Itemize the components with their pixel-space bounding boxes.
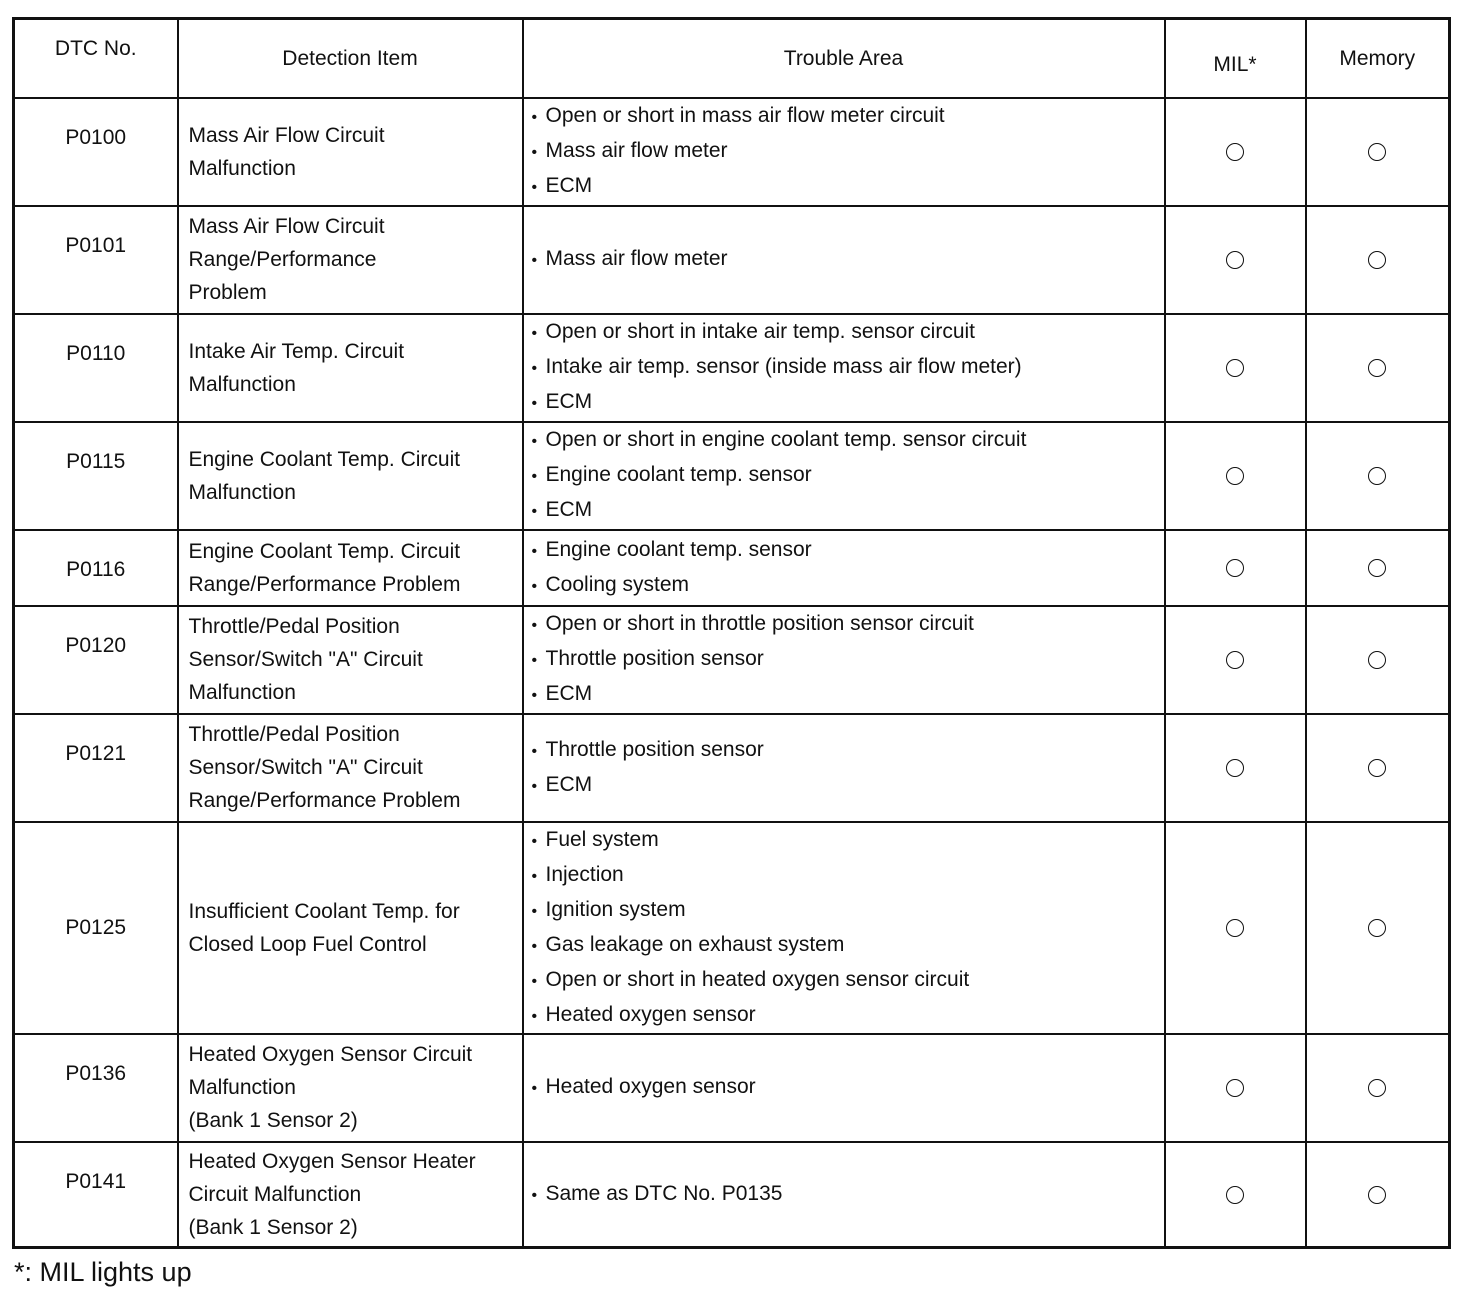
footnote: *: MIL lights up [14,1257,192,1287]
dtc-code: P0121 [14,714,178,822]
circle-mark-icon [1368,143,1386,161]
circle-mark-icon [1368,467,1386,485]
mil-cell [1165,1142,1306,1248]
memory-cell [1306,606,1450,714]
trouble-area-item: • Open or short in mass air flow meter circuit [532,99,1164,134]
trouble-area-item: • Fuel system [532,823,1164,858]
trouble-area [523,422,1165,530]
detection-item-line: Circuit Malfunction [188,1182,362,1206]
trouble-area-item: • Throttle position sensor [532,733,1164,768]
table-row [14,530,1450,606]
detection-item-line: Heated Oxygen Sensor Circuit [188,1043,473,1066]
memory-cell [1306,1034,1450,1142]
mil-cell [1165,314,1306,422]
trouble-area-item: • ECM [532,493,1164,528]
detection-item-line: Engine Coolant Temp. Circuit [188,539,461,563]
trouble-area-item: • Open or short in engine coolant temp. sensor circuit [532,423,1164,458]
header-dtc-no: DTC No. [14,19,178,98]
memory-cell [1306,98,1450,206]
header-trouble-area: Trouble Area [523,19,1165,98]
mil-cell [1165,714,1306,822]
circle-mark-icon [1368,759,1386,777]
trouble-area [523,314,1165,422]
trouble-area-item: • Intake air temp. sensor (inside mass air flow meter) [532,350,1164,385]
memory-cell [1306,314,1450,422]
header-mil: MIL* [1165,19,1306,98]
circle-mark-icon [1226,1079,1244,1097]
trouble-area-item: • Open or short in heated oxygen sensor circuit [532,963,1164,998]
dtc-code: P0110 [14,314,178,422]
detection-item-line: Range/Performance Problem [188,789,461,812]
dtc-code: P0101 [14,206,178,314]
trouble-area-item: • Ignition system [532,893,1164,928]
trouble-area [523,606,1165,714]
trouble-area-item: • Mass air flow meter [532,134,1164,169]
trouble-area-item: • ECM [532,768,1164,803]
detection-item-line: Malfunction [188,681,296,704]
table-row [14,98,1450,206]
circle-mark-icon [1368,1079,1386,1097]
detection-item-line: Insufficient Coolant Temp. for [188,899,460,923]
table-header [14,19,1450,98]
mil-cell [1165,530,1306,606]
detection-item [178,422,523,530]
detection-item-line: Mass Air Flow Circuit [188,123,385,147]
trouble-area-item: • Gas leakage on exhaust system [532,928,1164,963]
trouble-area-item: • Throttle position sensor [532,642,1164,677]
detection-item-line: Problem [188,281,267,304]
trouble-area-item: • Open or short in intake air temp. sensor circuit [532,315,1164,350]
detection-item [178,314,523,422]
detection-item-line: Range/Performance Problem [188,572,461,596]
dtc-code: P0100 [14,98,178,206]
circle-mark-icon [1226,919,1244,937]
trouble-area-item: • Heated oxygen sensor [532,1070,1164,1105]
detection-item-line: (Bank 1 Sensor 2) [188,1109,358,1132]
circle-mark-icon [1226,467,1244,485]
trouble-area-item: • Engine coolant temp. sensor [532,533,1164,568]
dtc-code: P0116 [14,530,178,606]
detection-item-line: Throttle/Pedal Position [188,723,400,746]
detection-item [178,530,523,606]
mil-cell [1165,822,1306,1034]
detection-item-line: Engine Coolant Temp. Circuit [188,447,461,471]
mil-cell [1165,206,1306,314]
trouble-area-item: • Engine coolant temp. sensor [532,458,1164,493]
circle-mark-icon [1226,359,1244,377]
circle-mark-icon [1226,143,1244,161]
circle-mark-icon [1368,559,1386,577]
table-row [14,714,1450,822]
memory-cell [1306,422,1450,530]
dtc-code: P0136 [14,1034,178,1142]
trouble-area [523,530,1165,606]
mil-cell [1165,422,1306,530]
trouble-area [523,1142,1165,1248]
detection-item-line: Malfunction [188,480,296,504]
detection-item [178,606,523,714]
circle-mark-icon [1226,559,1244,577]
detection-item [178,1142,523,1248]
trouble-area [523,1034,1165,1142]
mil-cell [1165,1034,1306,1142]
detection-item-line: Sensor/Switch "A" Circuit [188,648,423,671]
detection-item-line: Malfunction [188,1076,296,1099]
circle-mark-icon [1368,1186,1386,1204]
detection-item [178,714,523,822]
trouble-area-item: • Open or short in throttle position sensor circuit [532,607,1164,642]
circle-mark-icon [1226,251,1244,269]
circle-mark-icon [1226,1186,1244,1204]
trouble-area [523,714,1165,822]
detection-item [178,822,523,1034]
circle-mark-icon [1368,359,1386,377]
detection-item [178,206,523,314]
trouble-area-item: • Heated oxygen sensor [532,998,1164,1033]
trouble-area-item: • Injection [532,858,1164,893]
trouble-area-item: • Same as DTC No. P0135 [532,1177,1164,1212]
memory-cell [1306,530,1450,606]
circle-mark-icon [1368,251,1386,269]
table-row [14,606,1450,714]
dtc-code: P0115 [14,422,178,530]
dtc-table [12,17,1451,1249]
detection-item-line: Range/Performance [188,248,377,271]
header-detection-item: Detection Item [178,19,523,98]
memory-cell [1306,1142,1450,1248]
trouble-area-item: • Mass air flow meter [532,242,1164,277]
detection-item-line: Closed Loop Fuel Control [188,932,427,956]
circle-mark-icon [1368,919,1386,937]
memory-cell [1306,822,1450,1034]
trouble-area-item: • Cooling system [532,568,1164,603]
mil-cell [1165,98,1306,206]
trouble-area [523,206,1165,314]
mil-cell [1165,606,1306,714]
detection-item-line: Throttle/Pedal Position [188,615,400,638]
circle-mark-icon [1368,651,1386,669]
table-row [14,206,1450,314]
detection-item-line: Heated Oxygen Sensor Heater [188,1149,476,1173]
header-row [14,19,1450,98]
table-row [14,422,1450,530]
detection-item-line: Intake Air Temp. Circuit [188,339,405,363]
table-row [14,822,1450,1034]
trouble-area-item: • ECM [532,169,1164,204]
memory-cell [1306,714,1450,822]
trouble-area [523,98,1165,206]
dtc-code: P0120 [14,606,178,714]
detection-item-line: (Bank 1 Sensor 2) [188,1215,358,1239]
detection-item [178,1034,523,1142]
table-row [14,1142,1450,1248]
detection-item-line: Sensor/Switch "A" Circuit [188,756,423,779]
table-body [14,98,1450,1248]
table-row [14,314,1450,422]
circle-mark-icon [1226,651,1244,669]
table-row [14,1034,1450,1142]
circle-mark-icon [1226,759,1244,777]
detection-item-line: Mass Air Flow Circuit [188,215,385,238]
detection-item-line: Malfunction [188,156,296,180]
dtc-code: P0125 [14,822,178,1034]
header-memory: Memory [1306,19,1450,98]
detection-item-line: Malfunction [188,372,296,396]
trouble-area [523,822,1165,1034]
detection-item [178,98,523,206]
memory-cell [1306,206,1450,314]
dtc-code: P0141 [14,1142,178,1248]
trouble-area-item: • ECM [532,677,1164,712]
trouble-area-item: • ECM [532,385,1164,420]
